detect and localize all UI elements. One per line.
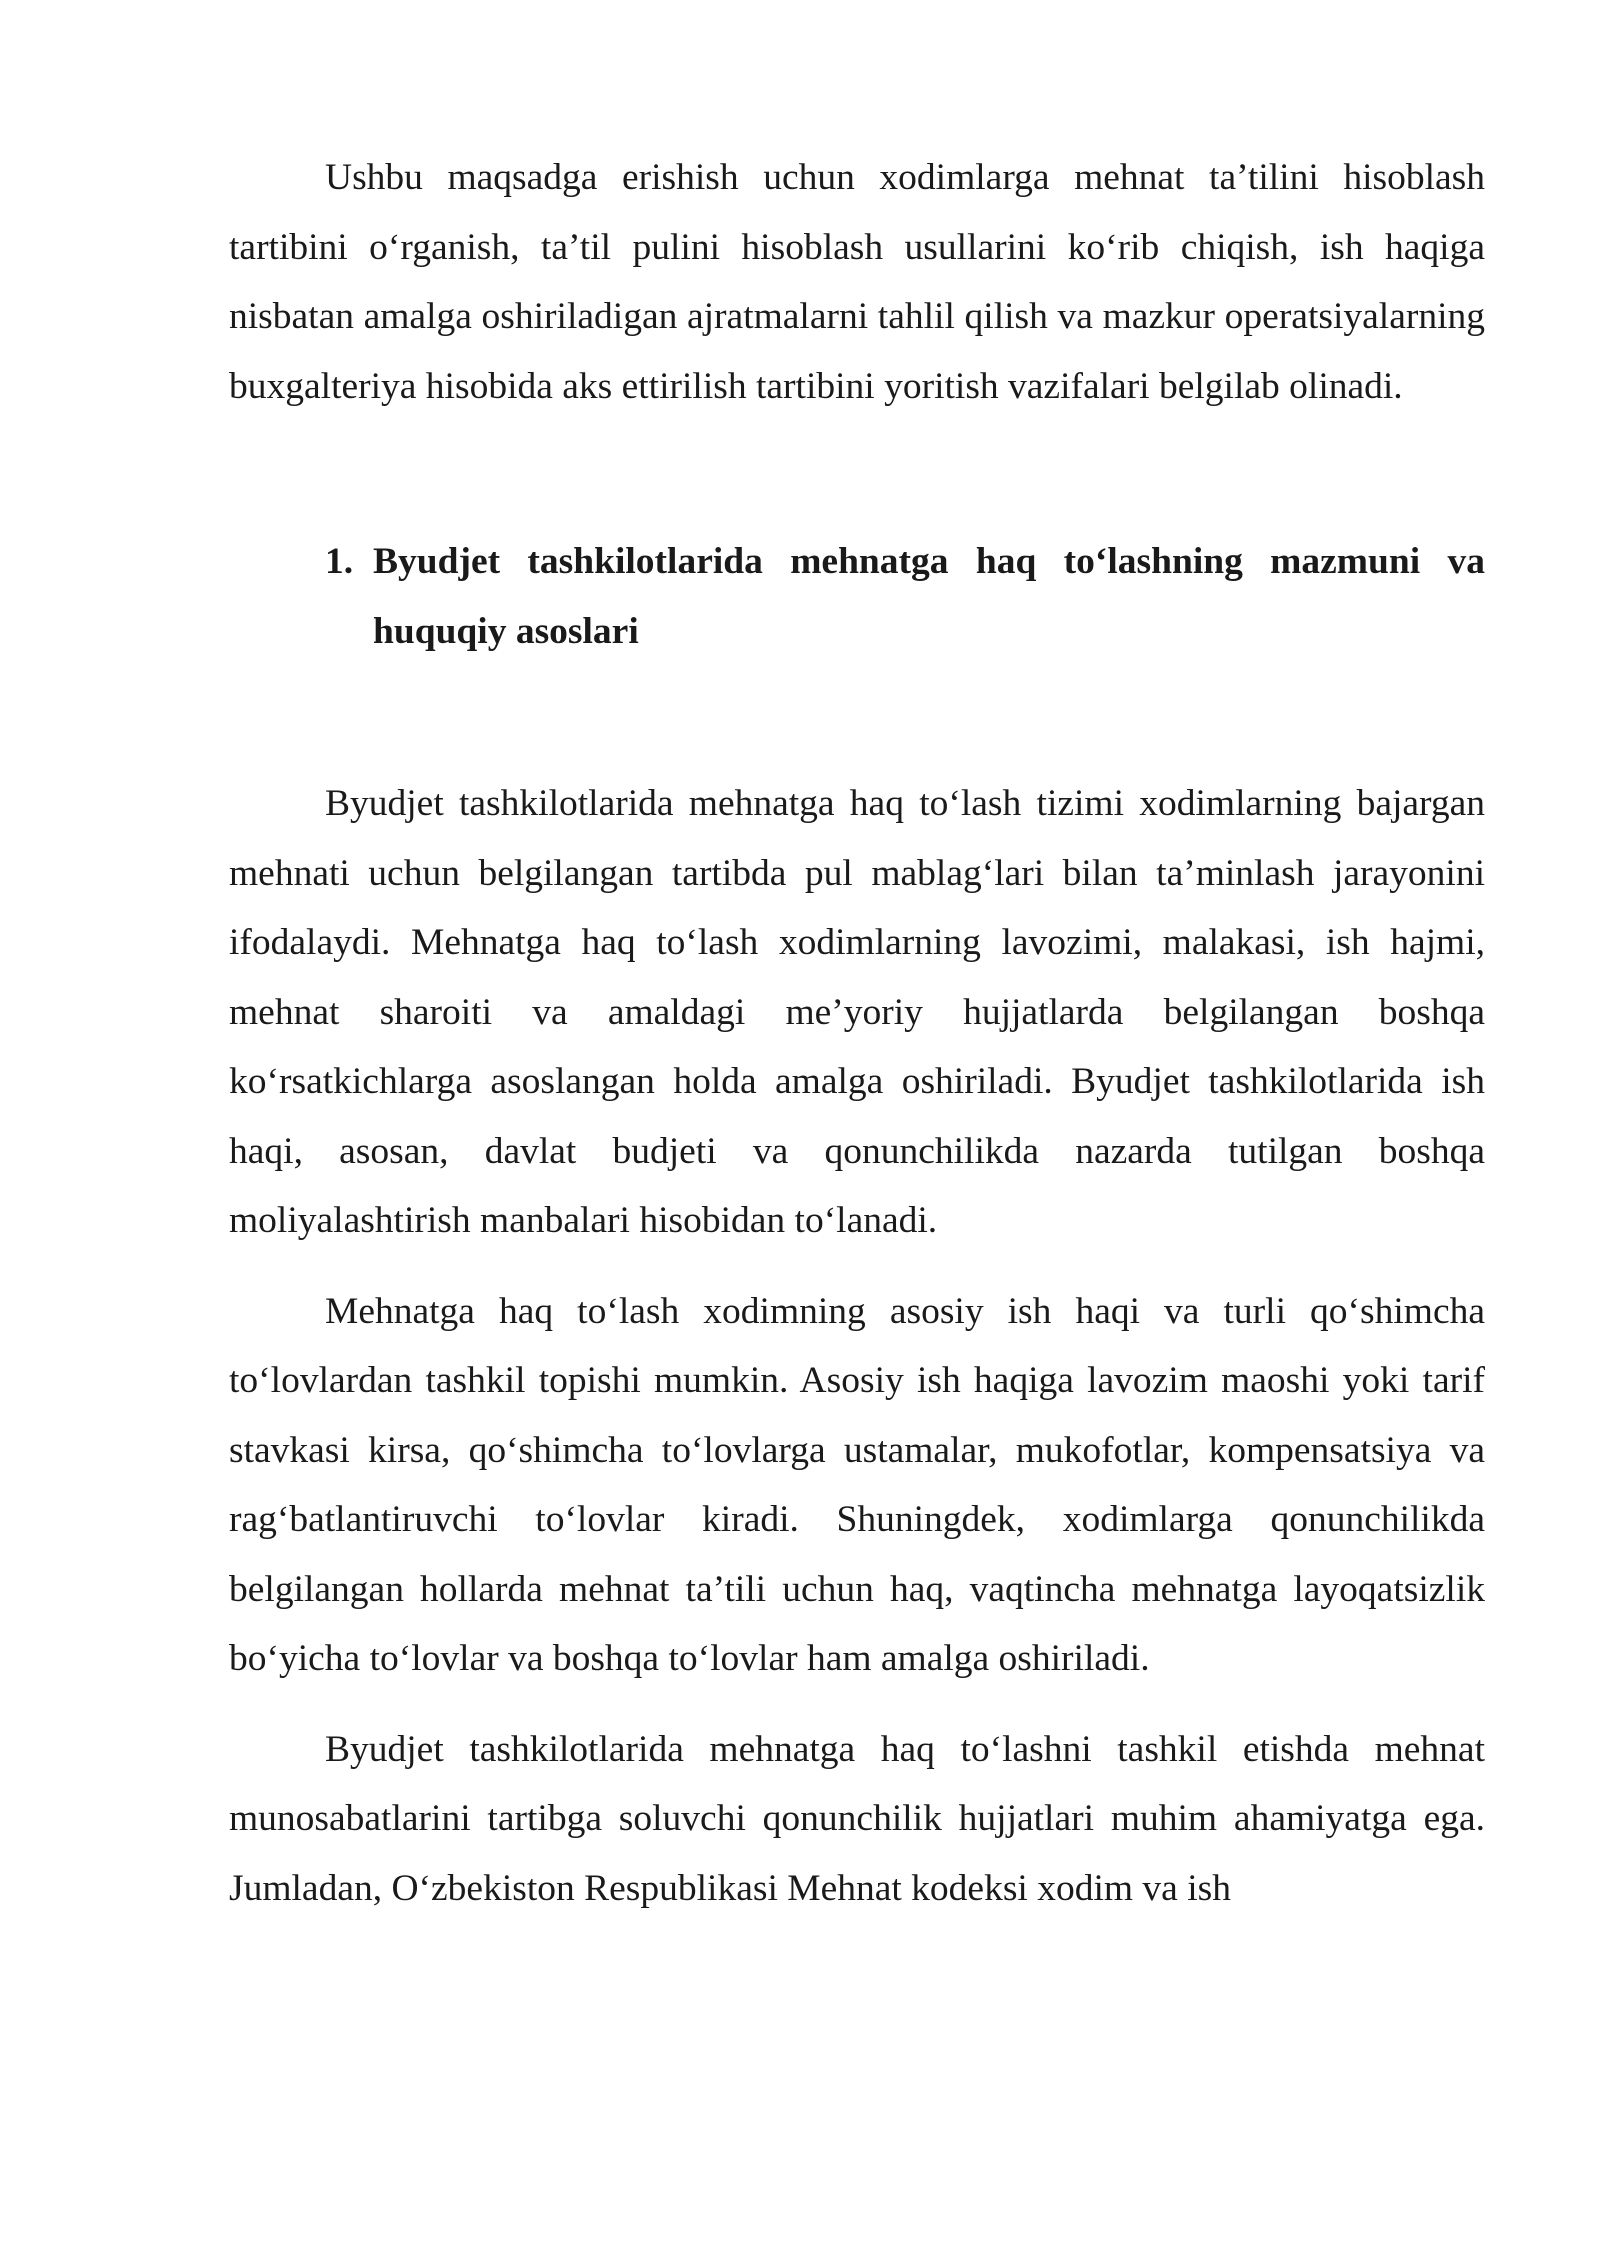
body-paragraph: Mehnatga haq to‘lash xodimning asosiy ish haqi va turli qo‘shimcha to‘lovlardan tashkil topishi mumkin. Asosiy ish haqiga lavozim maoshi yoki tarif stavkasi kirsa, qo‘shimcha to‘lovlarga ustamalar, mukofotlar, kompensatsiya va rag‘batlantiruvchi to‘lovlar kiradi. Shuningdek, xodimlarga qonunchilikda belgilangan hollarda mehnat ta’tili uchun haq, vaqtincha mehnatga layoqatsizlik bo‘yicha to‘lovlar va boshqa to‘lovlar ham amalga oshiriladi. (229, 1290, 1485, 1679)
body-paragraph: Byudjet tashkilotlarida mehnatga haq to‘lashni tashkil etishda mehnat munosabatlarini tartibga soluvchi qonunchilik hujjatlari muhim ahamiyatga ega. Jumladan, O‘zbekiston Respublikasi Mehnat kodeksi xodim va ish (229, 1728, 1485, 1909)
intro-paragraph: Ushbu maqsadga erishish uchun xodimlarga mehnat ta’tilini hisoblash tartibini o‘rganish, ta’til pulini hisoblash usullarini ko‘rib chiqish, ish haqiga nisbatan amalga oshiriladigan ajratmalarni tahlil qilish va mazkur operatsiyalarning buxgalteriya hisobida aks ettirilish tartibini yoritish vazifalari belgilab olinadi. (229, 157, 1485, 407)
section-heading (229, 527, 1485, 666)
section-title: Byudjet tashkilotlarida mehnatga haq to‘lashning mazmuni va huquqiy asoslari (373, 541, 1485, 652)
section-number: 1. (325, 541, 354, 582)
document-body (229, 143, 1485, 1923)
body-paragraph: Byudjet tashkilotlarida mehnatga haq to‘lash tizimi xodimlarning bajargan mehnati uchun belgilangan tartibda pul mablag‘lari bilan ta’minlash jarayonini ifodalaydi. Mehnatga haq to‘lash xodimlarning lavozimi, malakasi, ish hajmi, mehnat sharoiti va amaldagi me’yoriy hujjatlarda belgilangan boshqa ko‘rsatkichlarga asoslangan holda amalga oshiriladi. Byudjet tashkilotlarida ish haqi, asosan, davlat budjeti va qonunchilikda nazarda tutilgan boshqa moliyalashtirish manbalari hisobidan to‘lanadi. (229, 783, 1485, 1241)
